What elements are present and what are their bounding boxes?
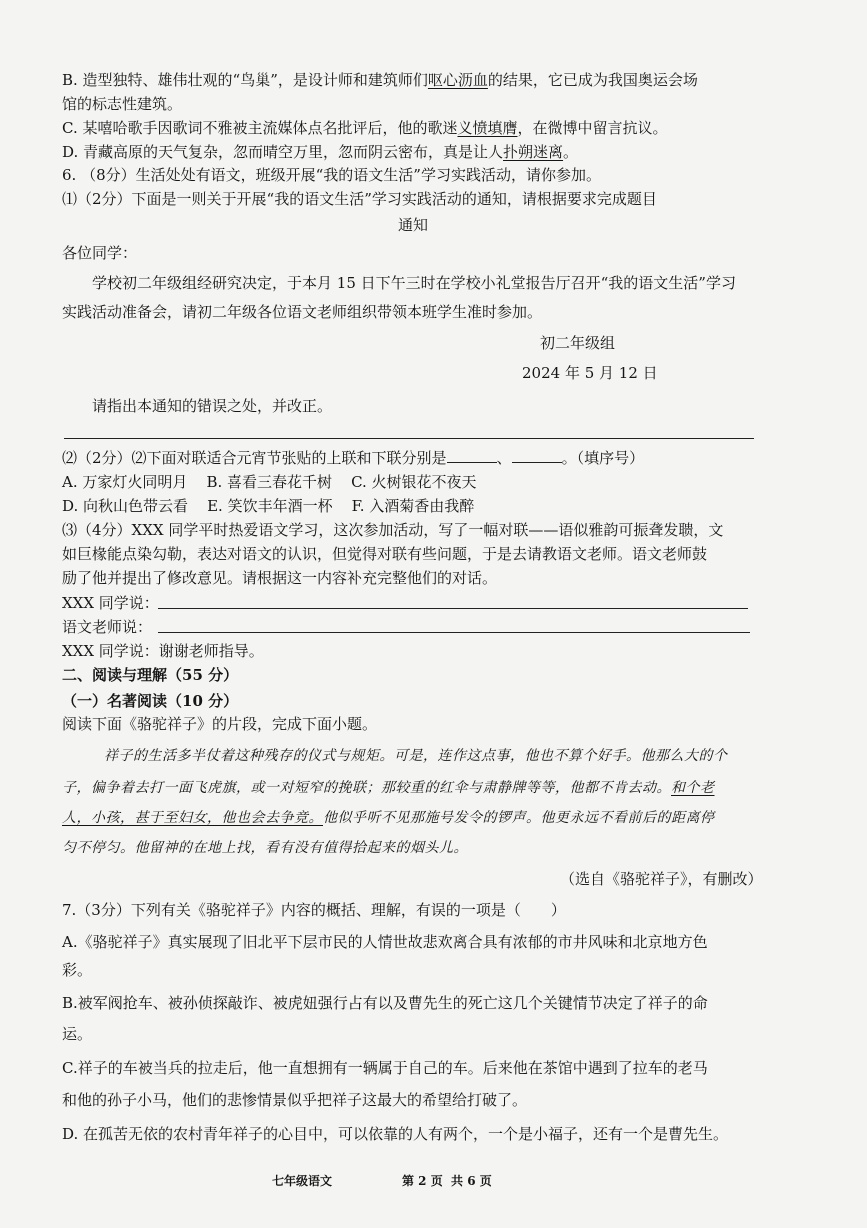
q7-option-c-line2: 和他的孙子小马，他们的悲惨情景似乎把祥子这最大的希望给打破了。	[62, 1091, 528, 1109]
q5-option-c-text: C. 某嘻哈歌手因歌词不雅被主流媒体点名批评后，他的歌迷	[62, 119, 458, 137]
q7-option-c-line1: C.祥子的车被当兵的拉走后，他一直想拥有一辆属于自己的车。后来他在茶馆中遇到了拉车的老马	[62, 1059, 708, 1077]
q6-part1-prompt: ⑴（2分）下面是一则关于开展“我的语文生活”学习实践活动的通知，请根据要求完成题目	[62, 190, 657, 208]
q5-option-b-underlined: 呕心沥血	[427, 71, 488, 89]
dialog-line-student: XXX 同学说：	[62, 594, 159, 612]
dialog-line-thanks: XXX 同学说：谢谢老师指导。	[62, 642, 264, 660]
q7-option-a-line2: 彩。	[62, 961, 93, 979]
dialog-line-teacher: 语文老师说：	[62, 618, 153, 636]
q6-part1-task: 请指出本通知的错误之处，并改正。	[92, 397, 333, 415]
q6-part2-prompt-text: ⑵（2分）⑵下面对联适合元宵节张贴的上联和下联分别是	[62, 449, 447, 467]
q6-part2-separator: 、	[496, 449, 512, 467]
notice-body-line1: 学校初二年级组经研究决定，于本月 15 日下午三时在学校小礼堂报告厅召开“我的语文生活”学习	[92, 274, 736, 292]
answer-blank-upper[interactable]	[447, 448, 497, 463]
excerpt-source: （选自《骆驼祥子》，有删改）	[560, 870, 763, 888]
q7-option-b-line1: B.被军阀抢车、被孙侦探敲诈、被虎妞强行占有以及曹先生的死亡这几个关键情节决定了祥子的命	[62, 994, 708, 1012]
q6-intro: 6. （8分）生活处处有语文，班级开展“我的语文生活”学习实践活动，请你参加。	[62, 166, 601, 184]
q5-option-d-underlined: 扑朔迷离	[503, 143, 564, 161]
excerpt-underlined-end: 人，小孩，甚于至妇女，他也会去争竞。	[62, 810, 323, 826]
q6-part2-prompt-end: 。（填序号）	[561, 449, 645, 467]
q5-option-b-line2: 馆的标志性建筑。	[62, 95, 183, 113]
subsection-heading: （一）名著阅读（10 分）	[62, 692, 239, 710]
excerpt-underlined-start: 和个老	[671, 780, 715, 796]
excerpt-line1: 祥子的生活多半仗着这种残存的仪式与规矩。可是，连作这点事，他也不算个好手。他那么大的个	[104, 748, 728, 764]
q6-part3-line3: 励了他并提出了修改意见。请根据这一内容补充完整他们的对话。	[62, 569, 498, 587]
q7-option-a-line1: A.《骆驼祥子》真实展现了旧北平下层市民的人情世故悲欢离合具有浓郁的市井风味和北京地方色	[62, 933, 708, 951]
notice-date: 2024 年 5 月 12 日	[522, 364, 658, 382]
q5-option-b-text: B. 造型独特、雄伟壮观的“鸟巢”，是设计师和建筑师们	[62, 71, 428, 89]
q6-part3-line2: 如巨椽能点染勾勒，表达对语文的认识，但觉得对联有些问题，于是去请教语文老师。语文老师鼓	[62, 545, 708, 563]
couplet-options-row2: D. 向秋山色带云看 E. 笑饮丰年酒一杯 F. 入酒菊香由我醉	[62, 497, 475, 515]
q6-part2-prompt	[62, 448, 644, 468]
notice-signature: 初二年级组	[540, 334, 616, 352]
q5-option-b	[62, 70, 698, 90]
notice-body-line2: 实践活动准备会，请初二年级各位语文老师组织带领本班学生准时参加。	[62, 303, 543, 321]
q5-option-c	[62, 118, 668, 138]
q5-option-b-text-end: 的结果，它已成为我国奥运会场	[487, 71, 698, 89]
q5-option-d	[62, 142, 578, 162]
answer-blank-lower[interactable]	[512, 448, 562, 463]
excerpt-line2-text: 子，偏争着去打一面飞虎旗，或一对短窄的挽联；那较重的红伞与肃静牌等等，他都不肯去动。	[62, 780, 671, 796]
couplet-options-row1: A. 万家灯火同明月 B. 喜看三春花千树 C. 火树银花不夜天	[62, 473, 477, 491]
q5-option-c-underlined: 义愤填膺	[457, 119, 518, 137]
reading-instruction: 阅读下面《骆驼祥子》的片段，完成下面小题。	[62, 715, 378, 733]
excerpt-line4: 匀不停匀。他留神的在地上找，看有没有值得拾起来的烟头儿。	[62, 840, 468, 856]
q7-option-b-line2: 运。	[62, 1025, 93, 1043]
notice-greeting: 各位同学：	[62, 244, 138, 262]
excerpt-line3	[62, 808, 715, 828]
notice-title: 通知	[398, 216, 429, 234]
excerpt-line2	[62, 778, 715, 798]
answer-line[interactable]	[64, 438, 754, 439]
q7-stem: 7.（3分）下列有关《骆驼祥子》内容的概括、理解，有误的一项是（ ）	[62, 901, 566, 919]
answer-line-teacher[interactable]	[158, 632, 750, 633]
q5-option-c-text-end: ，在微博中留言抗议。	[517, 119, 668, 137]
q6-part3-line1: ⑶（4分）XXX 同学平时热爱语文学习，这次参加活动，写了一幅对联——语似雅韵可振聋发聩，文	[62, 521, 724, 539]
excerpt-line3-text: 他似乎听不见那施号发令的锣声。他更永远不看前后的距离停	[323, 810, 715, 826]
footer-subject: 七年级语文	[272, 1174, 333, 1188]
q5-option-d-text-end: 。	[563, 143, 579, 161]
q5-option-d-text: D. 青藏高原的天气复杂，忽而晴空万里，忽而阴云密布，真是让人	[62, 143, 504, 161]
q7-option-d: D. 在孤苦无依的农村青年祥子的心目中，可以依靠的人有两个，一个是小福子，还有一个是曹先生。	[62, 1125, 729, 1143]
footer-page-number: 第 2 页 共 6 页	[402, 1174, 492, 1188]
answer-line-student[interactable]	[158, 608, 748, 609]
section-heading: 二、阅读与理解（55 分）	[62, 666, 239, 684]
